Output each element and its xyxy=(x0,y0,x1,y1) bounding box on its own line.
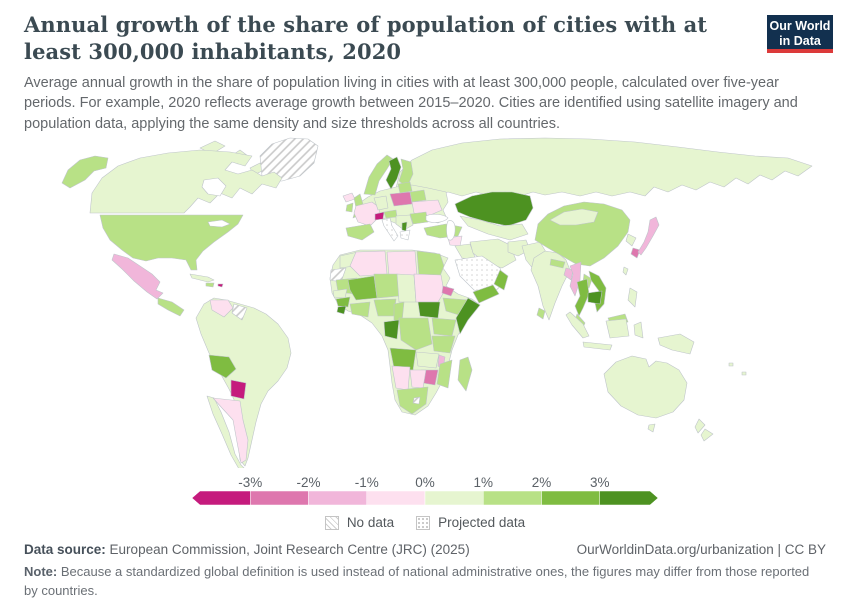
owid-link[interactable]: OurWorldinData.org/urbanization | CC BY xyxy=(576,542,826,558)
caspian-sea xyxy=(447,221,456,241)
country-sri-lanka[interactable] xyxy=(537,308,545,319)
country-libya[interactable] xyxy=(387,251,417,276)
country-ireland[interactable] xyxy=(346,203,353,212)
country-kenya-uganda[interactable] xyxy=(432,318,456,336)
no-data-label: No data xyxy=(346,515,395,531)
chart-header xyxy=(0,0,850,134)
logo-accent-bar xyxy=(767,49,833,53)
note-text: Because a standardized global definition is used instead of national administrative ones, the figures may differ from those reported by countries. xyxy=(24,564,810,598)
owid-logo[interactable] xyxy=(767,15,833,49)
country-iceland[interactable] xyxy=(343,193,355,202)
logo-line1: Our World xyxy=(769,19,831,33)
legend-segment[interactable] xyxy=(600,491,658,505)
legend-segment[interactable] xyxy=(250,491,308,505)
chart-footer xyxy=(0,530,850,599)
country-hispaniola[interactable] xyxy=(206,283,214,287)
country-lesotho[interactable] xyxy=(413,397,420,404)
legend-tick: 1% xyxy=(473,475,494,491)
country-spain[interactable] xyxy=(346,224,374,240)
country-cuba[interactable] xyxy=(190,274,214,282)
country-cambodia[interactable] xyxy=(588,291,602,304)
country-taiwan[interactable] xyxy=(623,267,628,275)
legend-segment[interactable] xyxy=(309,491,367,505)
country-ghana-ivory-coast[interactable] xyxy=(350,302,370,317)
legend-keys xyxy=(192,515,658,530)
country-romania[interactable] xyxy=(410,212,428,224)
data-source-text: European Commission, Joint Research Centre (JRC) (2025) xyxy=(109,542,470,558)
country-central-america[interactable] xyxy=(158,298,184,316)
logo-line2: in Data xyxy=(779,33,821,48)
country-sierra-leone[interactable] xyxy=(337,306,346,314)
legend-tick: -3% xyxy=(238,475,263,491)
legend-tick: 2% xyxy=(531,475,552,491)
legend-segment[interactable] xyxy=(542,491,600,505)
country-russia[interactable] xyxy=(396,138,812,196)
legend-segment[interactable] xyxy=(367,491,425,505)
country-baltics[interactable] xyxy=(398,182,412,193)
page-title: Annual growth of the share of population of cities with at least 300,000 inhabitants, 2020 xyxy=(24,12,708,64)
projected-data-label: Projected data xyxy=(438,515,526,531)
country-nigeria[interactable] xyxy=(374,299,396,316)
country-turkey[interactable] xyxy=(424,224,462,238)
country-australia[interactable] xyxy=(604,356,687,432)
legend-color-bar xyxy=(192,491,658,505)
legend-segment[interactable] xyxy=(425,491,483,505)
legend-tick: -2% xyxy=(296,475,321,491)
country-japan[interactable] xyxy=(638,217,659,255)
country-niger[interactable] xyxy=(374,274,399,298)
country-canada[interactable] xyxy=(90,150,282,213)
legend-tick: -1% xyxy=(354,475,379,491)
projected-data-swatch[interactable] xyxy=(416,516,430,530)
legend-segment[interactable] xyxy=(192,491,250,505)
world-map xyxy=(0,136,850,468)
country-sudan[interactable] xyxy=(414,274,444,302)
country-zambia[interactable] xyxy=(416,352,439,368)
legend-tick: 0% xyxy=(415,475,435,491)
country-chad[interactable] xyxy=(397,274,416,302)
footnote xyxy=(24,563,826,599)
country-poland[interactable] xyxy=(390,192,412,206)
country-new-zealand[interactable] xyxy=(695,419,713,441)
country-pacific-islands[interactable] xyxy=(729,363,746,375)
country-madagascar[interactable] xyxy=(458,357,472,391)
legend-tick: 3% xyxy=(589,475,610,491)
country-gabon-congo[interactable] xyxy=(384,320,399,339)
country-botswana[interactable] xyxy=(410,370,426,388)
country-greece[interactable] xyxy=(400,230,410,240)
country-new-guinea[interactable] xyxy=(658,334,694,354)
data-source-line xyxy=(24,542,470,557)
chart-subtitle: Average annual growth in the share of population living in cities with at least 300,000 people, calculated over five-year periods. For example, 2020 reflects average growth between 2015–2020. Cities are identified using satellite imagery and population data, applying the same density and size thresholds across all countries. xyxy=(24,74,798,132)
country-mexico[interactable] xyxy=(112,254,163,299)
data-source-label: Data source: xyxy=(24,542,106,558)
country-belarus[interactable] xyxy=(410,190,426,202)
country-philippines[interactable] xyxy=(628,288,637,307)
map-container xyxy=(0,136,850,473)
map-legend xyxy=(192,475,658,530)
country-paraguay[interactable] xyxy=(231,380,246,399)
country-guinea[interactable] xyxy=(336,297,350,307)
country-albania[interactable] xyxy=(402,222,407,231)
country-north-korea[interactable] xyxy=(626,234,636,246)
country-puerto-rico[interactable] xyxy=(218,284,223,287)
country-south-sudan[interactable] xyxy=(418,302,440,318)
note-label: Note: xyxy=(24,564,58,580)
country-egypt[interactable] xyxy=(417,251,444,276)
legend-segment[interactable] xyxy=(483,491,541,505)
legend-tick-labels xyxy=(192,475,658,491)
no-data-swatch[interactable] xyxy=(325,516,339,530)
